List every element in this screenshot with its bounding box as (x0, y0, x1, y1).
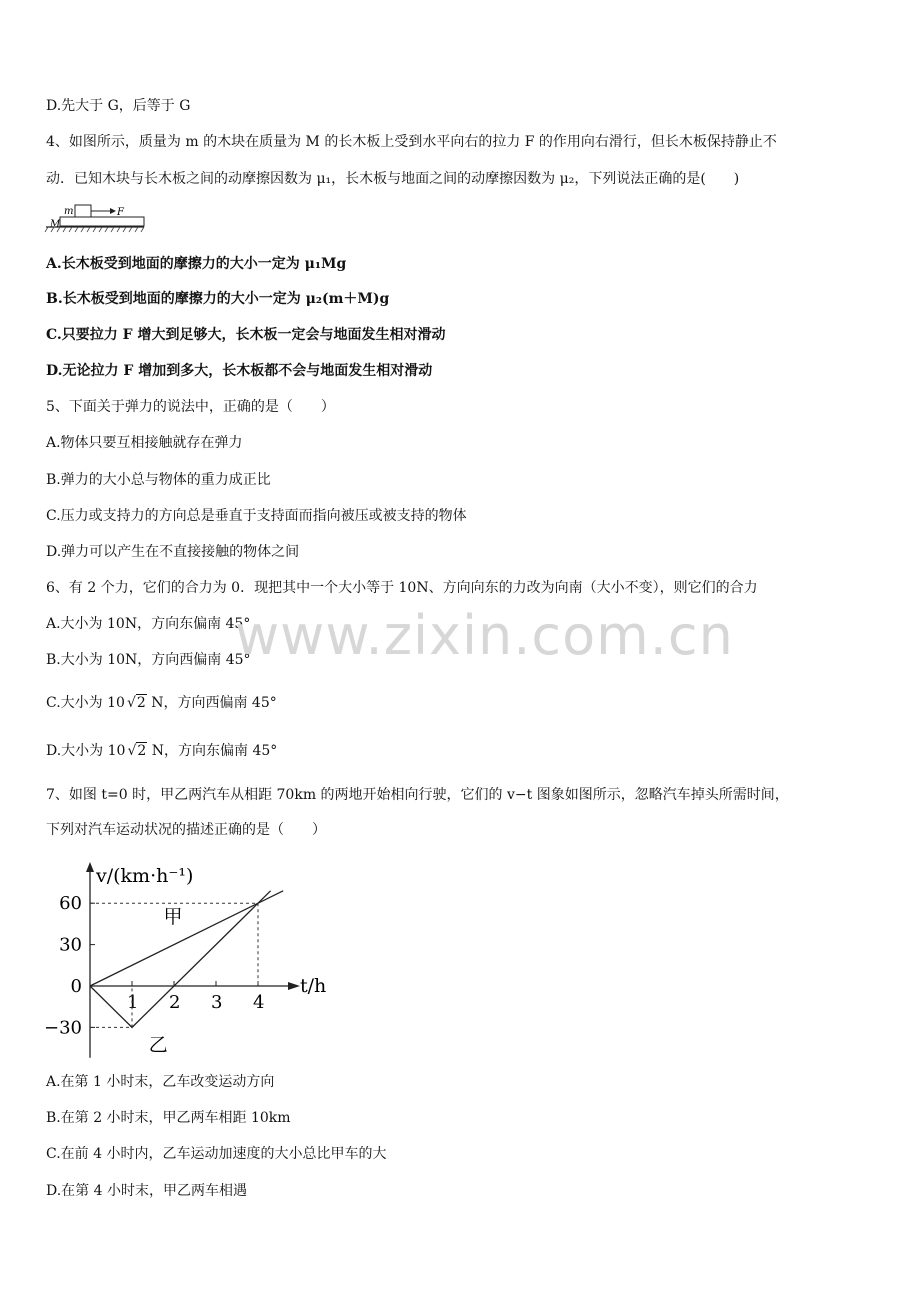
q6-option-d-radicand: 2 (137, 743, 147, 759)
q7-option-c: C.在前 4 小时内，乙车运动加速度的大小总比甲车的大 (46, 1146, 387, 1162)
force-arrowhead (110, 208, 116, 214)
q7-option-d: D.在第 4 小时末，甲乙两车相遇 (46, 1183, 247, 1199)
sqrt-sign: √ (127, 743, 137, 759)
series-label-jia: 甲 (163, 906, 183, 928)
q6-option-d-suffix: N，方向东偏南 45° (147, 743, 278, 759)
label-M: M (50, 219, 61, 230)
q4-option-d: D.无论拉力 F 增加到多大，长木板都不会与地面发生相对滑动 (46, 363, 433, 379)
q6-option-d (46, 741, 277, 761)
q6-option-a: A.大小为 10N，方向东偏南 45° (46, 616, 251, 632)
watermark: www.zixin.com.cn (235, 604, 734, 667)
q4-option-a: A.长木板受到地面的摩擦力的大小一定为 μ₁Mg (46, 256, 347, 272)
q7-option-b: B.在第 2 小时末，甲乙两车相距 10km (46, 1110, 291, 1126)
x-tick-label: 1 (127, 992, 139, 1013)
x-tick-label: 2 (169, 992, 181, 1013)
q5-stem: 5、下面关于弹力的说法中，正确的是（ ） (46, 399, 335, 415)
q6-option-c-prefix: C.大小为 10 (46, 695, 125, 711)
x-axis-label: t/h (300, 975, 327, 997)
q5-option-a: A.物体只要互相接触就存在弹力 (46, 435, 243, 451)
series-label-yi: 乙 (148, 1034, 168, 1057)
x-tick-label: 3 (211, 992, 223, 1013)
q4-option-c: C.只要拉力 F 增大到足够大，长木板一定会与地面发生相对滑动 (46, 327, 446, 343)
label-F: F (117, 207, 124, 218)
x-tick-label: 4 (253, 992, 265, 1013)
y-tick-label: 30 (59, 934, 82, 956)
y-axis-label: v/(km·h⁻¹) (96, 865, 194, 887)
v-t-graph (44, 858, 344, 1070)
q6-option-c (46, 693, 277, 713)
sqrt-sign: √ (126, 695, 136, 711)
y-tick-label: 0 (70, 976, 82, 997)
q6-option-c-suffix: N，方向西偏南 45° (146, 695, 277, 711)
q5-option-c: C.压力或支持力的方向总是垂直于支持面而指向被压或被支持的物体 (46, 508, 467, 524)
series-line-jia (90, 891, 283, 986)
q5-option-b: B.弹力的大小总与物体的重力成正比 (46, 472, 271, 488)
block-on-board-figure (44, 199, 170, 239)
y-tick-label: 60 (59, 893, 82, 915)
q6-option-c-radicand: 2 (136, 695, 146, 711)
long-board (60, 217, 144, 226)
q5-option-d: D.弹力可以产生在不直接接触的物体之间 (46, 544, 300, 560)
q6-option-b: B.大小为 10N，方向西偏南 45° (46, 652, 251, 668)
y-axis-arrowhead (86, 862, 94, 872)
q3-option-d: D.先大于 G，后等于 G (46, 98, 191, 114)
q6-stem: 6、有 2 个力，它们的合力为 0．现把其中一个大小等于 10N、方向向东的力改为向南（大小不变），则它们的合力 (46, 580, 758, 596)
label-m: m (64, 206, 74, 217)
q4-stem-line2: 动．已知木块与长木板之间的动摩擦因数为 μ₁，长木板与地面之间的动摩擦因数为 μ₂，下列说法正确的是( ) (46, 171, 740, 187)
x-axis-arrowhead (288, 982, 300, 990)
q4-stem-line1: 4、如图所示，质量为 m 的木块在质量为 M 的长木板上受到水平向右的拉力 F 的作用向右滑行，但长木板保持静止不 (46, 134, 777, 150)
q4-option-b: B.长木板受到地面的摩擦力的大小一定为 μ₂(m＋M)g (46, 291, 390, 307)
q6-option-d-prefix: D.大小为 10 (46, 743, 126, 759)
q7-stem-line1: 7、如图 t=0 时，甲乙两汽车从相距 70km 的两地开始相向行驶，它们的 v−t 图象如图所示，忽略汽车掉头所需时间， (46, 787, 789, 803)
y-tick-label: −30 (44, 1017, 82, 1039)
q7-option-a: A.在第 1 小时末，乙车改变运动方向 (46, 1074, 275, 1090)
q7-stem-line2: 下列对汽车运动状况的描述正确的是（ ） (46, 822, 326, 838)
block (75, 205, 91, 217)
